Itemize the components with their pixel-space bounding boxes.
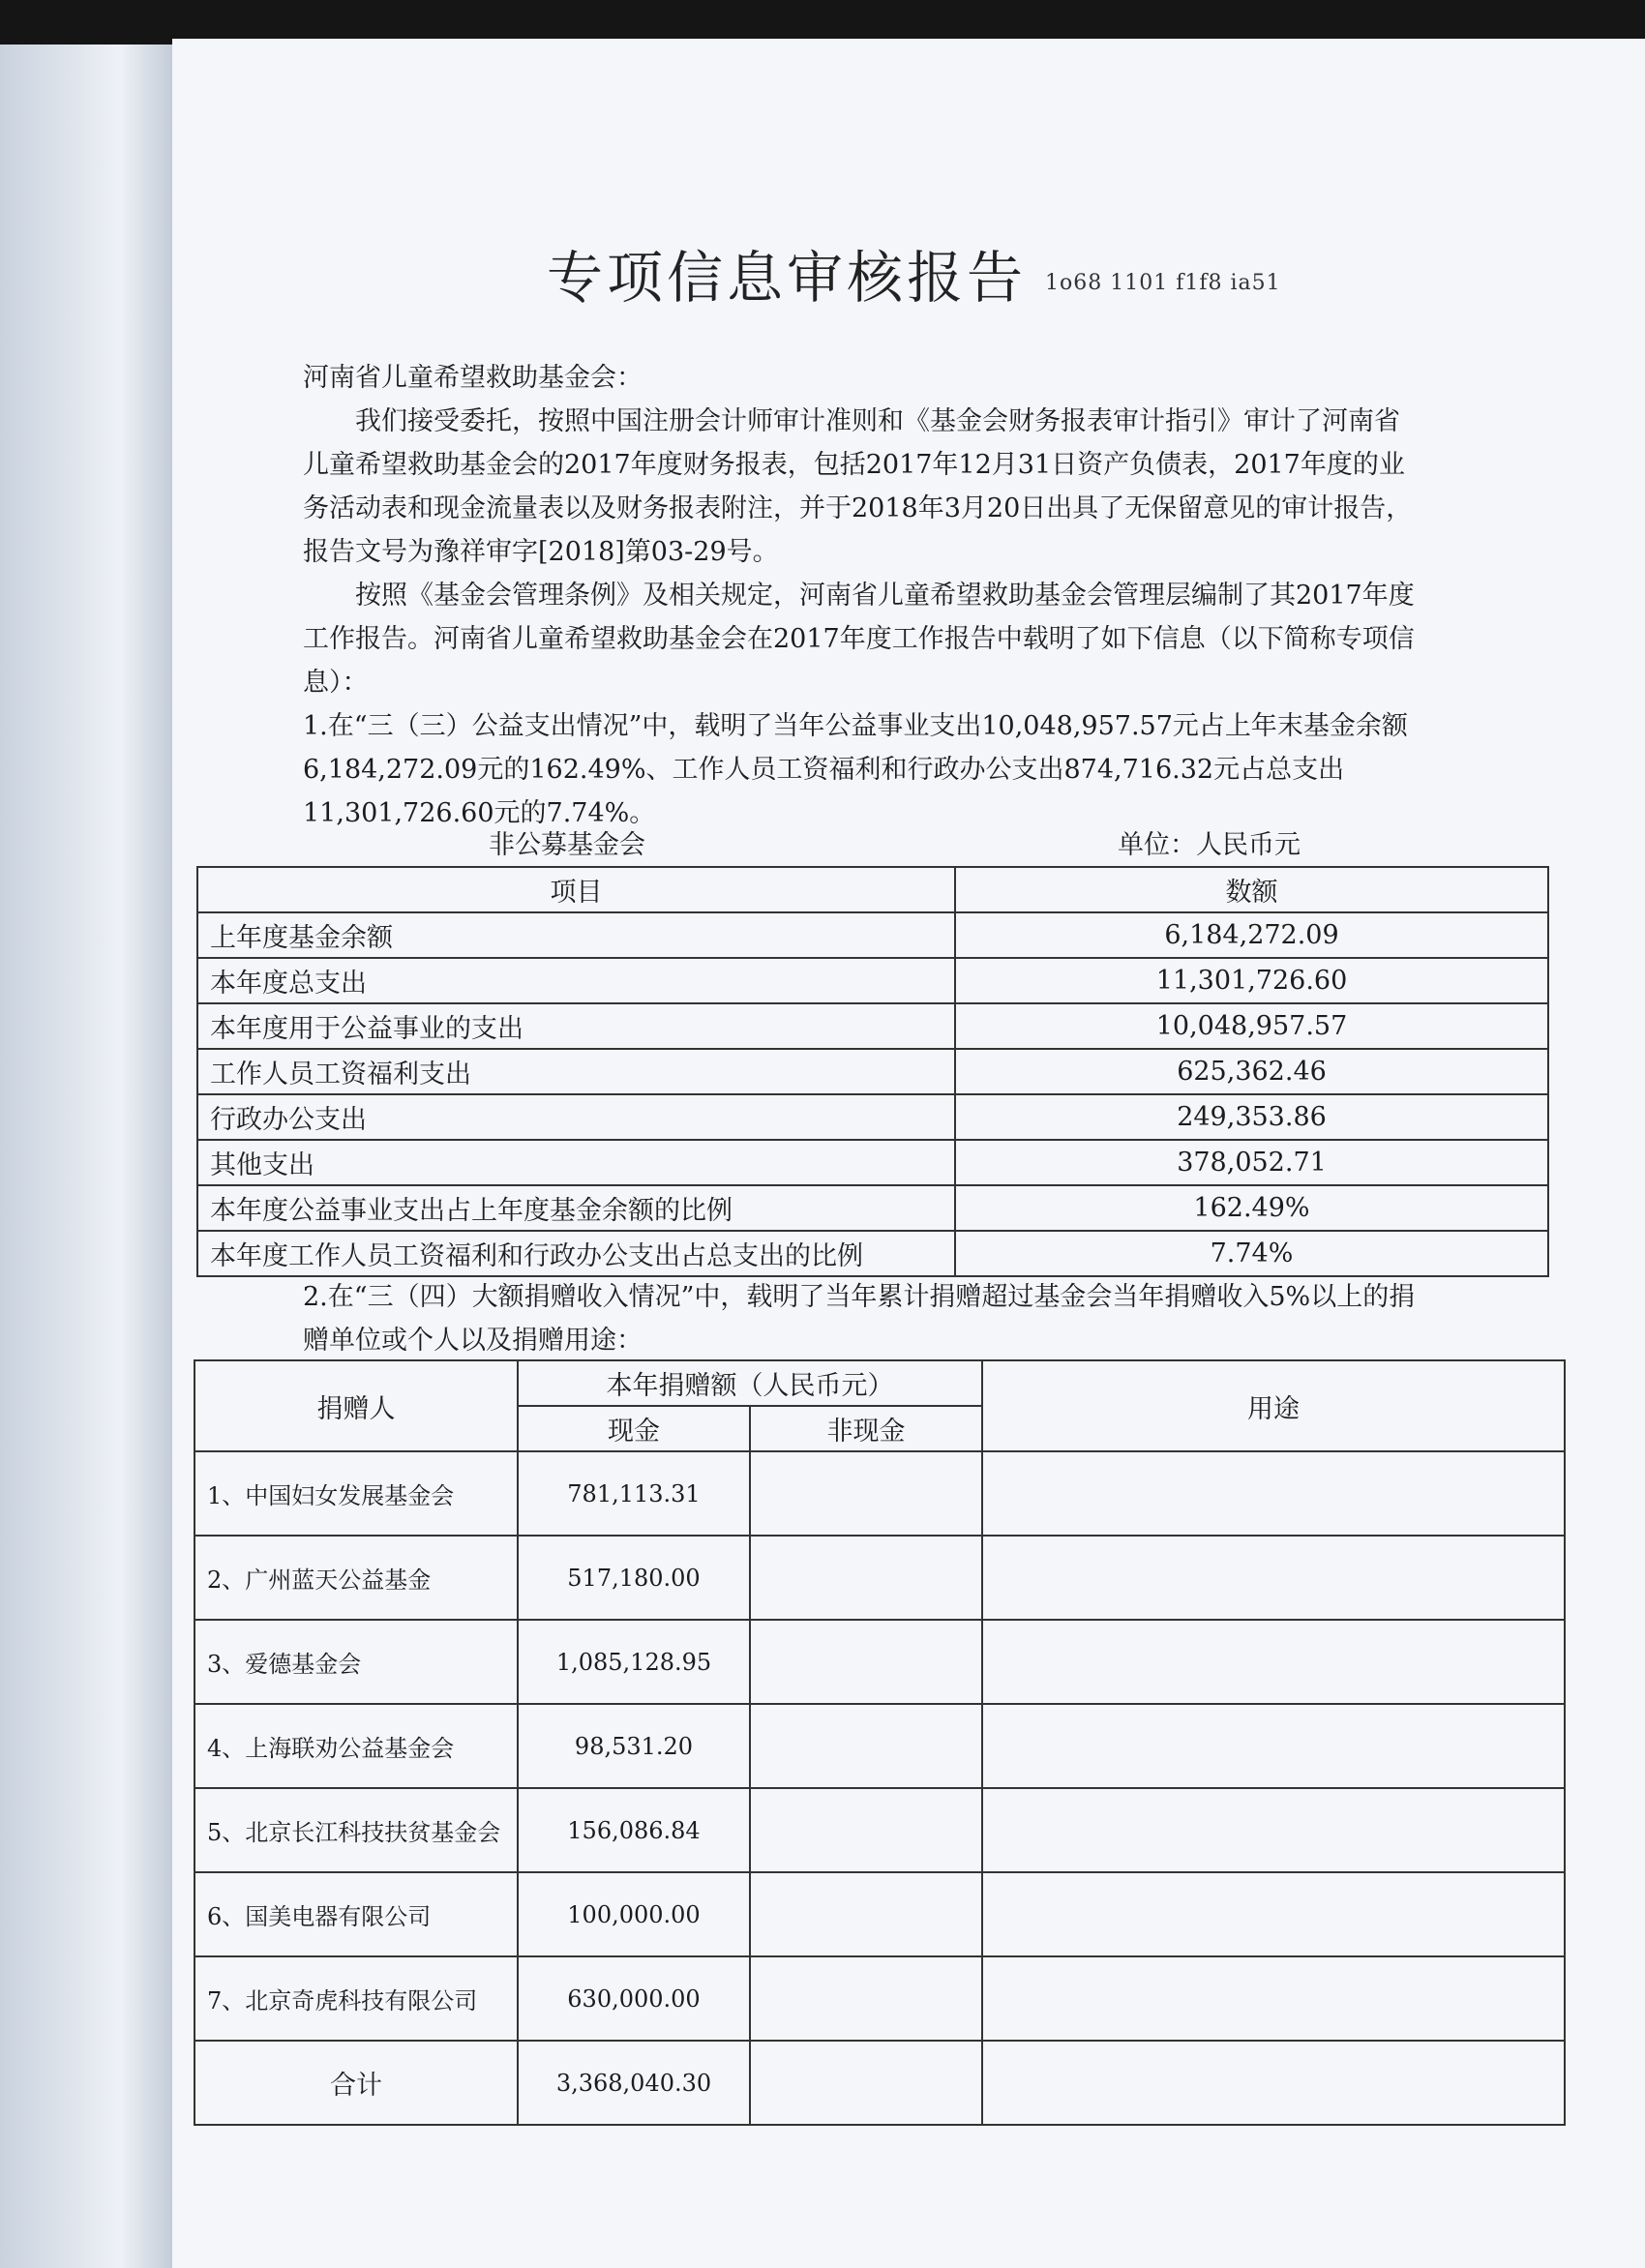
header-cash: 现金 (518, 1406, 750, 1451)
row-amount: 10,048,957.57 (955, 1003, 1548, 1049)
book-spine (0, 45, 172, 2268)
header-donation-amount: 本年捐赠额（人民币元） (518, 1360, 982, 1406)
table-row (197, 912, 1548, 958)
donor-name: 6、国美电器有限公司 (194, 1872, 518, 1956)
table-row (194, 1872, 1565, 1956)
row-amount: 249,353.86 (955, 1094, 1548, 1140)
row-item: 上年度基金余额 (197, 912, 955, 958)
donation-use (982, 1704, 1565, 1788)
cash-amount: 517,180.00 (518, 1536, 750, 1620)
cash-amount: 156,086.84 (518, 1788, 750, 1872)
table-row (197, 1094, 1548, 1140)
donor-name: 1、中国妇女发展基金会 (194, 1451, 518, 1536)
donations-table (194, 1359, 1566, 2126)
donation-use (982, 1788, 1565, 1872)
table-row (197, 1003, 1548, 1049)
donor-name: 4、上海联劝公益基金会 (194, 1704, 518, 1788)
row-item: 本年度公益事业支出占上年度基金余额的比例 (197, 1185, 955, 1231)
table-row (194, 1451, 1565, 1536)
table-row (197, 958, 1548, 1003)
cash-amount: 1,085,128.95 (518, 1620, 750, 1704)
total-cash: 3,368,040.30 (518, 2041, 750, 2125)
row-amount: 11,301,726.60 (955, 958, 1548, 1003)
table-row (197, 1231, 1548, 1276)
cash-amount: 630,000.00 (518, 1956, 750, 2041)
row-item: 本年度总支出 (197, 958, 955, 1003)
row-amount: 378,052.71 (955, 1140, 1548, 1185)
noncash-amount (750, 1704, 982, 1788)
noncash-amount (750, 1788, 982, 1872)
donation-use (982, 1536, 1565, 1620)
row-item: 其他支出 (197, 1140, 955, 1185)
table-row (194, 1704, 1565, 1788)
row-amount: 6,184,272.09 (955, 912, 1548, 958)
donor-name: 7、北京奇虎科技有限公司 (194, 1956, 518, 2041)
table-row (194, 1536, 1565, 1620)
table-header-row (197, 867, 1548, 912)
header-noncash: 非现金 (750, 1406, 982, 1451)
verification-codes: 1o68 1101 f1f8 ia51 (1045, 271, 1281, 295)
donation-use (982, 1620, 1565, 1704)
table-row (194, 1788, 1565, 1872)
header-item: 项目 (197, 867, 955, 912)
donor-name: 2、广州蓝天公益基金 (194, 1536, 518, 1620)
donor-name: 5、北京长江科技扶贫基金会 (194, 1788, 518, 1872)
row-item: 工作人员工资福利支出 (197, 1049, 955, 1094)
row-amount: 625,362.46 (955, 1049, 1548, 1094)
total-use (982, 2041, 1565, 2125)
table-row (194, 1620, 1565, 1704)
row-amount: 7.74% (955, 1231, 1548, 1276)
table-total-row (194, 2041, 1565, 2125)
donor-name: 3、爱德基金会 (194, 1620, 518, 1704)
noncash-amount (750, 1536, 982, 1620)
paragraph-1: 我们接受委托，按照中国注册会计师审计准则和《基金会财务报表审计指引》审计了河南省儿童希望救助基金会的2017年度财务报表，包括2017年12月31日资产负债表，2017年度的业务活动表和现金流量表以及财务报表附注，并于2018年3月20日出具了无保留意见的审计报告，报告文号为豫祥审字[2018]第03-29号。 (303, 406, 1413, 567)
paragraph-4: 2.在“三（四）大额捐赠收入情况”中，载明了当年累计捐赠超过基金会当年捐赠收入5%以上的捐赠单位或个人以及捐赠用途： (303, 1282, 1416, 1356)
noncash-amount (750, 1956, 982, 2041)
page-title: 专项信息审核报告 (547, 245, 1028, 311)
row-item: 本年度工作人员工资福利和行政办公支出占总支出的比例 (197, 1231, 955, 1276)
paragraph-2: 按照《基金会管理条例》及相关规定，河南省儿童希望救助基金会管理层编制了其2017年度工作报告。河南省儿童希望救助基金会在2017年度工作报告中载明了如下信息（以下简称专项信息）： (303, 581, 1415, 698)
table1-caption-unit: 单位：人民币元 (1118, 830, 1301, 860)
noncash-amount (750, 1872, 982, 1956)
cash-amount: 781,113.31 (518, 1451, 750, 1536)
header-donor: 捐赠人 (194, 1360, 518, 1451)
salutation: 河南省儿童希望救助基金会： (303, 363, 643, 393)
donation-use (982, 1956, 1565, 2041)
total-label: 合计 (194, 2041, 518, 2125)
table-row (197, 1049, 1548, 1094)
donation-use (982, 1451, 1565, 1536)
table-header-row (194, 1360, 1565, 1406)
row-item: 行政办公支出 (197, 1094, 955, 1140)
table-row (197, 1185, 1548, 1231)
paragraph-3: 1.在“三（三）公益支出情况”中，载明了当年公益事业支出10,048,957.57元占上年末基金余额6,184,272.09元的162.49%、工作人员工资福利和行政办公支出874,716.32元占总支出11,301,726.60元的7.74%。 (303, 711, 1408, 828)
noncash-amount (750, 1451, 982, 1536)
header-use: 用途 (982, 1360, 1565, 1451)
table-row (197, 1140, 1548, 1185)
cash-amount: 100,000.00 (518, 1872, 750, 1956)
total-noncash (750, 2041, 982, 2125)
donation-use (982, 1872, 1565, 1956)
table1-caption-left: 非公募基金会 (489, 830, 645, 860)
noncash-amount (750, 1620, 982, 1704)
row-item: 本年度用于公益事业的支出 (197, 1003, 955, 1049)
expenditure-table (196, 866, 1549, 1277)
table-row (194, 1956, 1565, 2041)
row-amount: 162.49% (955, 1185, 1548, 1231)
cash-amount: 98,531.20 (518, 1704, 750, 1788)
header-amount: 数额 (955, 867, 1548, 912)
